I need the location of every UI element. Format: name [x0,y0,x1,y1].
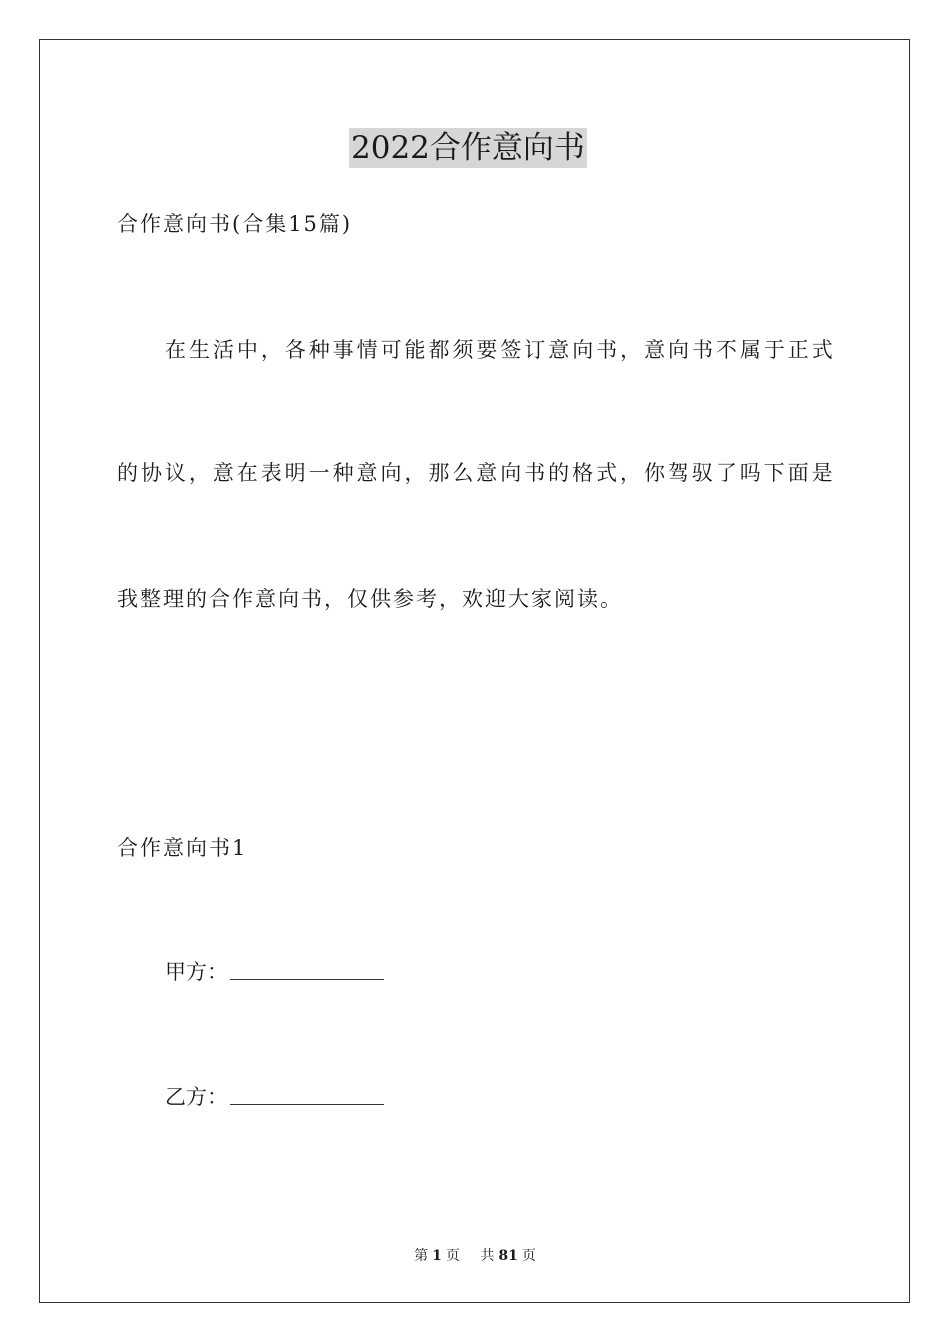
party-a-row [165,957,384,987]
party-b-label: 乙方： [165,1085,228,1109]
document-subtitle: 合作意向书(合集15篇) [117,212,353,236]
intro-line-1: 在 生 活 中 ， 各 种 事 情 可 能 都 须 要 签 订 意 向 书 ， 意 向 书 不 属 于 正 式 [165,338,833,362]
party-b-row [165,1082,384,1112]
document-title: 2022合作意向书 [351,130,585,166]
page-footer [0,1247,950,1265]
section-heading: 合作意向书1 [117,836,248,860]
page-number: 1 [432,1248,442,1264]
page-suffix: 页 [445,1248,460,1264]
intro-line-3: 我整理的合作意向书，仅供参考，欢迎大家阅读。 [117,587,623,611]
total-indicator [476,1248,539,1264]
party-b-blank [230,1104,384,1105]
party-a-label: 甲方： [165,960,228,984]
total-prefix: 共 [480,1248,495,1264]
page-indicator [410,1248,464,1264]
page-prefix: 第 [414,1248,429,1264]
total-suffix: 页 [521,1248,536,1264]
party-a-blank [230,979,384,980]
intro-line-2: 的 协 议 ， 意 在 表 明 一 种 意 向 ， 那 么 意 向 书 的 格 式 ， 你 驾 驭 了 吗 下 面 是 [117,461,833,485]
total-pages: 81 [498,1248,518,1264]
